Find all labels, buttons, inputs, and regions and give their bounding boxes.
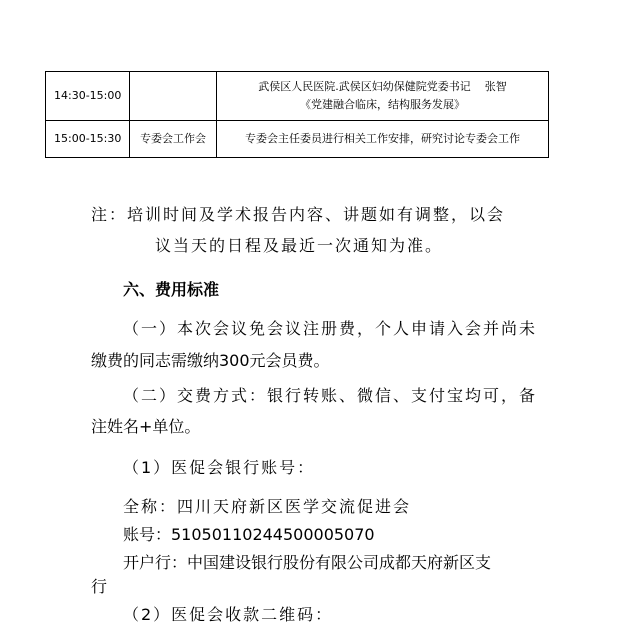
topic-cell: [217, 72, 549, 121]
bank-branch-line-2: 行: [91, 577, 108, 596]
topic-cell: 专委会主任委员进行相关工作安排，研究讨论专委会工作: [217, 121, 549, 158]
topic-speaker-title: 武侯区人民医院.武侯区妇幼保健院党委书记: [258, 80, 471, 93]
bank-branch-line-1: 开户行：中国建设银行股份有限公司成都天府新区支: [123, 553, 492, 572]
speaker-name: 张智: [484, 80, 507, 93]
category-cell: [130, 72, 217, 121]
table-row: [46, 72, 549, 121]
qr-code-heading: （2）医促会收款二维码：: [123, 605, 334, 624]
fee-item-1-line-2: 缴费的同志需缴纳300元会员费。: [91, 351, 330, 370]
time-cell: 15:00-15:30: [46, 121, 130, 158]
section-heading-fees: 六、费用标准: [123, 280, 220, 299]
schedule-table: [45, 71, 549, 158]
table-row: [46, 121, 549, 158]
bank-account-heading: （1）医促会银行账号：: [123, 458, 316, 477]
category-cell: 专委会工作会: [130, 121, 217, 158]
note-line-1: 注：培训时间及学术报告内容、讲题如有调整，以会: [91, 205, 506, 224]
topic-title: 《党建融合临床，结构服务发展》: [300, 98, 465, 111]
note-line-2: 议当天的日程及最近一次通知为准。: [155, 236, 444, 255]
account-number: 账号：51050110244500005070: [123, 525, 375, 544]
fee-item-2-line-2: 注姓名+单位。: [91, 417, 201, 436]
fee-item-1-line-1: （一）本次会议免会议注册费，个人申请入会并尚未: [123, 319, 538, 338]
account-name: 全称：四川天府新区医学交流促进会: [123, 497, 412, 516]
fee-item-2-line-1: （二）交费方式：银行转账、微信、支付宝均可，备: [123, 386, 538, 405]
time-cell: 14:30-15:00: [46, 72, 130, 121]
